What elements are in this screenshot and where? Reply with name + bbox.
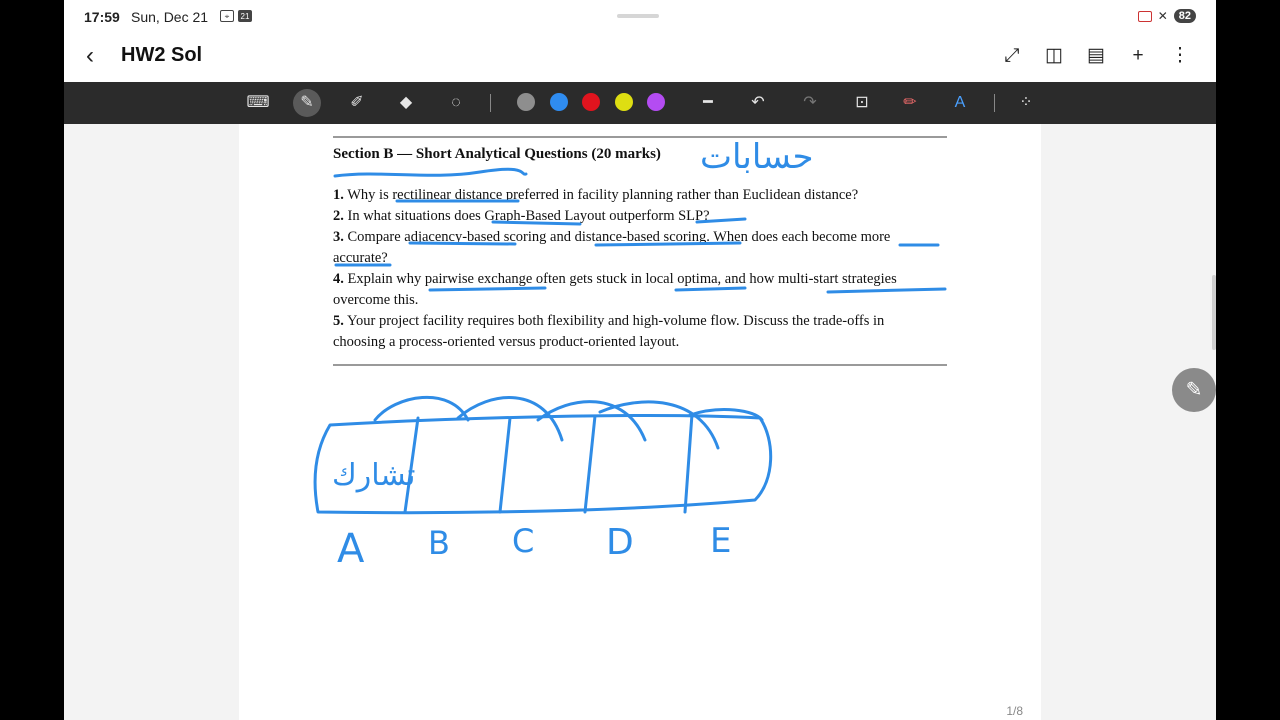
highlighter-icon[interactable]: ✐ xyxy=(350,94,364,111)
keyboard-icon[interactable]: ⌨ xyxy=(246,94,270,111)
lasso-icon[interactable]: ◌ xyxy=(451,94,461,111)
pen-icon[interactable]: ✎ xyxy=(293,89,321,117)
color-swatch-gray[interactable] xyxy=(517,93,535,111)
eraser-icon[interactable]: ◆ xyxy=(399,94,413,111)
question-line: accurate? xyxy=(333,250,388,266)
status-date: Sun, Dec 21 xyxy=(131,9,209,25)
question-line: 4. Explain why pairwise exchange often gets stuck in local optima, and how multi-start strategies xyxy=(333,271,897,287)
status-time: 17:59 xyxy=(84,9,120,25)
text-style-icon[interactable]: A xyxy=(954,94,966,111)
document-page[interactable] xyxy=(239,124,1041,720)
color-swatch-red[interactable] xyxy=(582,93,600,111)
status-system-icons xyxy=(1138,9,1196,23)
redo-icon[interactable]: ↷ xyxy=(803,94,817,111)
question-line: choosing a process-oriented versus product-oriented layout. xyxy=(333,334,680,350)
arabic-annotation-box: تشارك xyxy=(332,458,416,493)
back-button[interactable]: ‹ xyxy=(86,42,94,69)
grid-apps-icon[interactable]: ⁘ xyxy=(1019,94,1033,111)
more-options-icon[interactable]: ⋮ xyxy=(1170,45,1190,66)
letter-label: C xyxy=(512,522,535,560)
question-line: 2. In what situations does Graph-Based Layout outperform SLP? xyxy=(333,208,710,224)
marker-pen-icon[interactable]: ✏ xyxy=(903,94,917,111)
stroke-width-icon[interactable]: ━ xyxy=(703,94,713,111)
book-view-icon[interactable]: ◫ xyxy=(1045,45,1063,66)
cast-icon xyxy=(1138,11,1152,22)
title-actions xyxy=(1000,44,1192,68)
arabic-annotation-top: حسابات xyxy=(700,137,814,177)
color-swatch-blue[interactable] xyxy=(550,93,568,111)
color-swatch-yellow[interactable] xyxy=(615,93,633,111)
top-rule xyxy=(333,136,947,138)
page-indicator: 1/8 xyxy=(1006,704,1023,718)
document-title: HW2 Sol xyxy=(121,44,203,66)
color-swatch-purple[interactable] xyxy=(647,93,665,111)
letter-label: B xyxy=(428,524,450,562)
toolbar-divider-2 xyxy=(994,94,995,112)
title-bar xyxy=(64,34,1216,82)
status-bar xyxy=(64,0,1216,34)
undo-icon[interactable]: ↶ xyxy=(751,94,765,111)
question-line: overcome this. xyxy=(333,292,419,308)
letter-label: D xyxy=(606,522,634,563)
edit-fab-button[interactable]: ✎ xyxy=(1172,368,1216,412)
bottom-rule xyxy=(333,364,947,366)
screenshot-icon: ⌖ xyxy=(220,10,234,22)
toolbar-divider xyxy=(490,94,491,112)
calendar-icon: 21 xyxy=(238,10,252,22)
mute-icon: ✕ xyxy=(1157,9,1168,23)
page-settings-icon[interactable]: ▤ xyxy=(1087,45,1105,66)
battery-badge: 82 xyxy=(1174,9,1196,23)
question-line: 1. Why is rectilinear distance preferred in facility planning rather than Euclidean distance? xyxy=(333,187,859,203)
expand-icon[interactable]: ⤢ xyxy=(1004,45,1020,66)
lock-icon[interactable]: ⊡ xyxy=(855,94,869,111)
drag-handle[interactable] xyxy=(617,14,659,18)
pen-toolbar xyxy=(64,82,1216,124)
status-notification-icons xyxy=(220,10,252,22)
letter-label: A xyxy=(337,526,365,572)
scrollbar[interactable] xyxy=(1212,275,1216,350)
tablet-screen xyxy=(64,0,1216,720)
letter-label: E xyxy=(710,521,732,561)
section-heading: Section B — Short Analytical Questions (20 marks) xyxy=(333,146,661,162)
add-icon[interactable]: + xyxy=(1132,45,1144,66)
question-line: 3. Compare adjacency-based scoring and distance-based scoring. When does each become more xyxy=(333,229,891,245)
question-line: 5. Your project facility requires both flexibility and high-volume flow. Discuss the trade-offs in xyxy=(333,313,885,329)
